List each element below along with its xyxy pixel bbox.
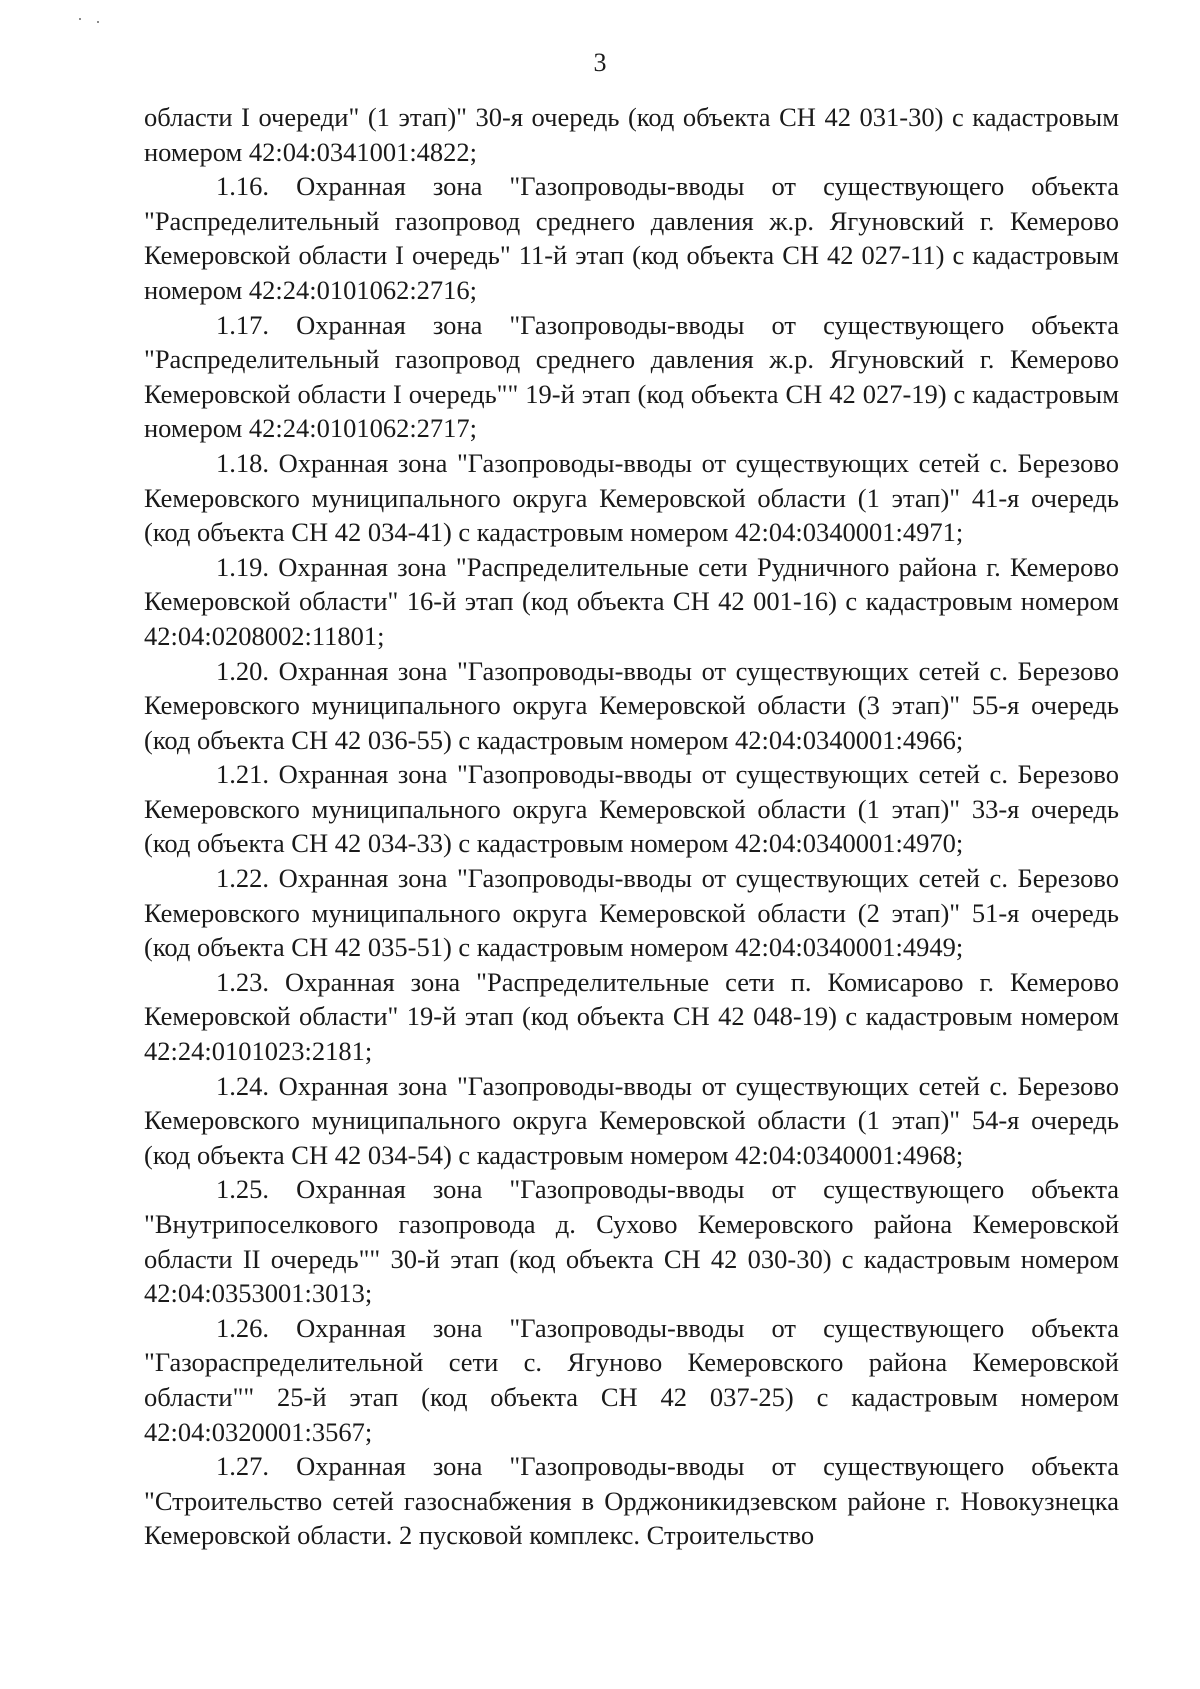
paragraph-item-1-25: 1.25. Охранная зона "Газопроводы-вводы от существующего объекта "Внутрипоселкового газопровода д. Сухово Кемеровского района Кемеровской области II очередь"" 30-й этап (код объекта СН 42 030-30) с кадастровым номером 42:04:0353001:3013; bbox=[144, 1174, 1119, 1309]
paragraph-item-1-18: 1.18. Охранная зона "Газопроводы-вводы от существующих сетей с. Березово Кемеровского муниципального округа Кемеровской области (1 этап)" 41-я очередь (код объекта СН 42 034-41) с кадастровым номером 42:04:0340001:4971; bbox=[144, 447, 1119, 548]
page-number: 3 bbox=[593, 48, 607, 77]
paragraph-item-1-26: 1.26. Охранная зона "Газопроводы-вводы от существующего объекта "Газораспределительной сети с. Ягуново Кемеровского района Кемеровской области"" 25-й этап (код объекта СН 42 037-25) с кадастровым номером 42:04:0320001:3567; bbox=[144, 1312, 1119, 1447]
document-body bbox=[144, 100, 1119, 1553]
paragraph-item-1-16: 1.16. Охранная зона "Газопроводы-вводы от существующего объекта "Распределительный газопровод среднего давления ж.р. Ягуновский г. Кемерово Кемеровской области I очередь" 11-й этап (код объекта СН 42 027-11) с кадастровым номером 42:24:0101062:2716; bbox=[144, 171, 1119, 305]
paragraph-item-1-17: 1.17. Охранная зона "Газопроводы-вводы от существующего объекта "Распределительный газопровод среднего давления ж.р. Ягуновский г. Кемерово Кемеровской области I очередь"" 19-й этап (код объекта СН 42 027-19) с кадастровым номером 42:24:0101062:2717; bbox=[144, 309, 1119, 444]
paragraph-item-1-20: 1.20. Охранная зона "Газопроводы-вводы от существующих сетей с. Березово Кемеровского муниципального округа Кемеровской области (3 этап)" 55-я очередь (код объекта СН 42 036-55) с кадастровым номером 42:04:0340001:4966; bbox=[144, 655, 1119, 755]
paragraph-item-1-27: 1.27. Охранная зона "Газопроводы-вводы от существующего объекта "Строительство сетей газоснабжения в Орджоникидзевском районе г. Новокузнецка Кемеровской области. 2 пусковой комплекс. Строительство bbox=[144, 1451, 1119, 1551]
paragraph-item-1-21: 1.21. Охранная зона "Газопроводы-вводы от существующих сетей с. Березово Кемеровского муниципального округа Кемеровской области (1 этап)" 33-я очередь (код объекта СН 42 034-33) с кадастровым номером 42:04:0340001:4970; bbox=[144, 759, 1119, 859]
scan-speck bbox=[79, 18, 81, 20]
paragraph-continued: области I очереди" (1 этап)" 30-я очередь (код объекта СН 42 031-30) с кадастровым номером 42:04:0341001:4822; bbox=[144, 102, 1119, 167]
paragraph-item-1-24: 1.24. Охранная зона "Газопроводы-вводы от существующих сетей с. Березово Кемеровского муниципального округа Кемеровской области (1 этап)" 54-я очередь (код объекта СН 42 034-54) с кадастровым номером 42:04:0340001:4968; bbox=[144, 1070, 1119, 1170]
paragraph-item-1-23: 1.23. Охранная зона "Распределительные сети п. Комисарово г. Кемерово Кемеровской области" 19-й этап (код объекта СН 42 048-19) с кадастровым номером 42:24:0101023:2181; bbox=[144, 966, 1119, 1067]
paragraph-item-1-19: 1.19. Охранная зона "Распределительные сети Рудничного района г. Кемерово Кемеровской области" 16-й этап (код объекта СН 42 001-16) с кадастровым номером 42:04:0208002:11801; bbox=[144, 551, 1119, 651]
paragraph-item-1-22: 1.22. Охранная зона "Газопроводы-вводы от существующих сетей с. Березово Кемеровского муниципального округа Кемеровской области (2 этап)" 51-я очередь (код объекта СН 42 035-51) с кадастровым номером 42:04:0340001:4949; bbox=[144, 863, 1119, 963]
scan-speck bbox=[97, 21, 99, 23]
